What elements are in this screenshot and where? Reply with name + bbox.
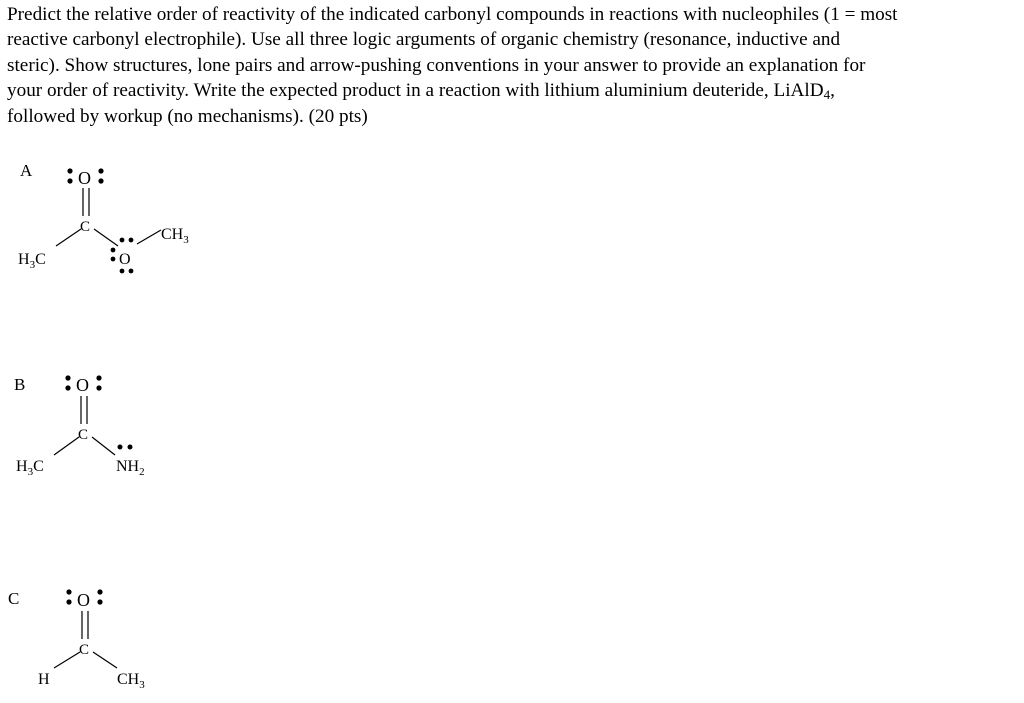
question-line-2: reactive carbonyl electrophile). Use all three logic arguments of organic chemistry (resonance, inductive and [7, 29, 841, 51]
lone-pair-dot [96, 385, 101, 390]
compound-b [14, 375, 145, 478]
question-line-3: steric). Show structures, lone pairs and arrow-pushing conventions in your answer to provide an explanation for [7, 54, 866, 76]
lone-pair-dot [96, 375, 101, 380]
compound-b-carbonyl-carbon: C [78, 427, 89, 443]
lone-pair-dot [97, 589, 102, 594]
compound-a-left-group: $H_3C$ [18, 251, 46, 271]
reagent-trailing: , [830, 80, 835, 102]
lone-pair-dot [111, 248, 116, 253]
compound-b-carbonyl-oxygen: O [76, 375, 89, 395]
single-bond-line [54, 437, 79, 455]
compound-c-carbonyl-carbon: C [79, 642, 90, 658]
lone-pair-dot [118, 445, 123, 450]
reagent-subscript: 4 [823, 87, 831, 103]
lone-pair-dot [67, 168, 72, 173]
lone-pair-dot [65, 385, 70, 390]
lone-pair-dot [128, 445, 133, 450]
single-bond-line [93, 652, 117, 668]
single-bond-line [94, 229, 118, 246]
lone-pair-dot [66, 599, 71, 604]
lone-pair-dot [65, 375, 70, 380]
compound-c-right-group: $CH_3$ [117, 671, 145, 691]
lone-pair-dot [111, 257, 116, 262]
single-bond-line [92, 437, 115, 455]
lone-pair-dot [120, 269, 125, 274]
lone-pair-dot [67, 178, 72, 183]
compound-b-label: B [14, 375, 26, 394]
compound-a-carbonyl-carbon: C [80, 219, 91, 235]
lone-pair-dot [98, 168, 103, 173]
single-bond-line [137, 230, 161, 244]
question-line-4-text: your order of reactivity. Write the expected product in a reaction with lithium aluminium deuteride, LiAlD [7, 80, 824, 102]
compound-c [8, 589, 145, 691]
compound-c-label: C [8, 589, 20, 608]
lone-pair-dot [98, 178, 103, 183]
lone-pair-dot [97, 599, 102, 604]
compound-a-ester-oxygen: O [119, 251, 131, 268]
compound-a-label: A [20, 161, 33, 180]
single-bond-line [56, 229, 81, 246]
single-bond-line [54, 652, 80, 668]
compound-a-right-group: $CH_3$ [161, 226, 189, 246]
lone-pair-dot [66, 589, 71, 594]
question-line-5: followed by workup (no mechanisms). (20 pts) [7, 105, 368, 127]
question-line-1: Predict the relative order of reactivity of the indicated carbonyl compounds in reactions with nucleophiles (1 = most [7, 4, 898, 25]
lone-pair-dot [120, 238, 125, 243]
compound-b-left-group: $H_3C$ [16, 458, 44, 478]
compound-b-right-group: $NH_2$ [116, 458, 145, 478]
lone-pair-dot [129, 238, 134, 243]
compound-c-left-group: H [38, 671, 50, 688]
compound-c-carbonyl-oxygen: O [77, 590, 90, 610]
compound-a-carbonyl-oxygen: O [78, 168, 91, 188]
compound-a [18, 161, 189, 273]
lone-pair-dot [129, 269, 134, 274]
